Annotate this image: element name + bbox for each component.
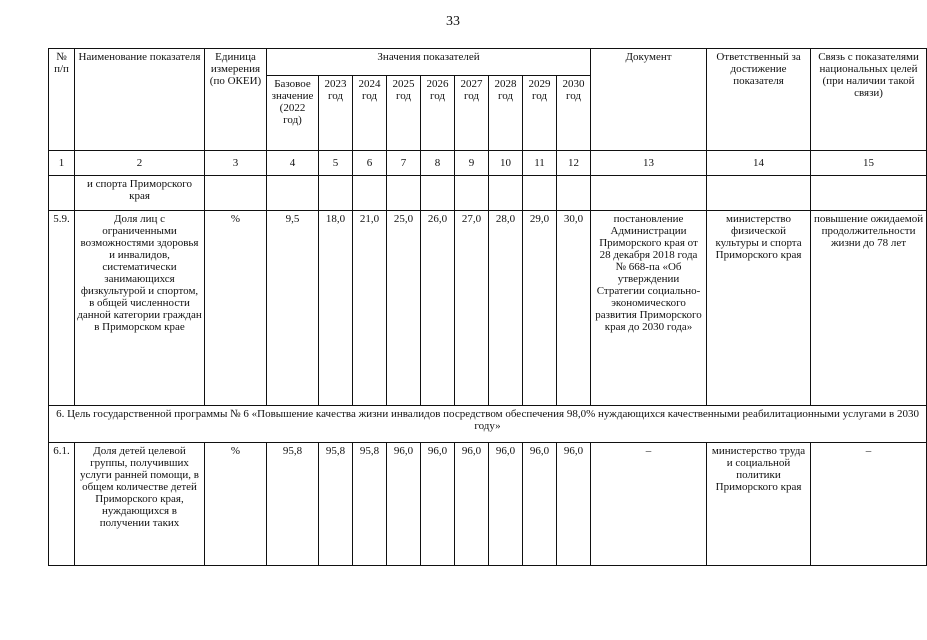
table-row-6-1 — [49, 443, 927, 566]
cell-empty — [557, 176, 591, 211]
year-value: 21,0 — [353, 211, 387, 406]
cell-empty — [489, 176, 523, 211]
cell-empty — [205, 176, 267, 211]
column-number: 14 — [707, 151, 811, 176]
header-row-1 — [49, 49, 927, 76]
row-number: 6.1. — [49, 443, 75, 566]
header-year: 2026 год — [421, 76, 455, 151]
row-number: 5.9. — [49, 211, 75, 406]
national-goal-link-cell: повышение ожидаемой продолжительности жизни до 78 лет — [811, 211, 927, 406]
year-value: 25,0 — [387, 211, 421, 406]
cell-empty — [353, 176, 387, 211]
header-year: 2029 год — [523, 76, 557, 151]
column-number: 15 — [811, 151, 927, 176]
column-number: 13 — [591, 151, 707, 176]
base-value: 9,5 — [267, 211, 319, 406]
column-number: 2 — [75, 151, 205, 176]
indicator-name: Доля лиц с ограниченными возможностями здоровья и инвалидов, систематически занимающихся физкультурой и спортом, в общей численности данной категории граждан в Приморском крае — [75, 211, 205, 406]
base-value: 95,8 — [267, 443, 319, 566]
table-row-5-9 — [49, 211, 927, 406]
cell-empty — [707, 176, 811, 211]
cell-empty — [387, 176, 421, 211]
indicator-name: Доля детей целевой группы, получивших услуги ранней помощи, в общем количестве детей Приморского края, нуждающихся в получении таких — [75, 443, 205, 566]
year-value: 96,0 — [455, 443, 489, 566]
year-value: 29,0 — [523, 211, 557, 406]
year-value: 96,0 — [557, 443, 591, 566]
header-values-group: Значения показателей — [267, 49, 591, 76]
cell-empty — [267, 176, 319, 211]
header-unit: Единица измерения (по ОКЕИ) — [205, 49, 267, 151]
cell-empty — [455, 176, 489, 211]
year-value: 30,0 — [557, 211, 591, 406]
document-cell: – — [591, 443, 707, 566]
header-year: 2027 год — [455, 76, 489, 151]
year-value: 96,0 — [421, 443, 455, 566]
year-value: 96,0 — [523, 443, 557, 566]
year-value: 27,0 — [455, 211, 489, 406]
national-goal-link-cell: – — [811, 443, 927, 566]
document-cell: постановление Администрации Приморского края от 28 декабря 2018 года № 668-па «Об утверждении Стратегии социально-экономического развития Приморского края до 2030 года» — [591, 211, 707, 406]
year-value: 96,0 — [489, 443, 523, 566]
year-value: 96,0 — [387, 443, 421, 566]
cell-empty — [591, 176, 707, 211]
header-year: 2028 год — [489, 76, 523, 151]
column-number: 9 — [455, 151, 489, 176]
year-value: 95,8 — [353, 443, 387, 566]
page-number: 33 — [446, 14, 460, 29]
year-value: 95,8 — [319, 443, 353, 566]
header-base: Базовое значение (2022 год) — [267, 76, 319, 151]
header-year: 2030 год — [557, 76, 591, 151]
continuation-row — [49, 176, 927, 211]
goal-row — [49, 406, 927, 443]
header-year: 2024 год — [353, 76, 387, 151]
column-number: 3 — [205, 151, 267, 176]
column-number: 11 — [523, 151, 557, 176]
header-link: Связь с показателями национальных целей (при наличии такой связи) — [811, 49, 927, 151]
cell-empty — [319, 176, 353, 211]
column-number: 8 — [421, 151, 455, 176]
column-number: 6 — [353, 151, 387, 176]
indicator-name-continuation: и спорта Приморского края — [75, 176, 205, 211]
column-number: 12 — [557, 151, 591, 176]
indicators-table — [48, 48, 927, 566]
header-responsible: Ответственный за достижение показателя — [707, 49, 811, 151]
unit-cell: % — [205, 211, 267, 406]
header-num: № п/п — [49, 49, 75, 151]
column-number: 10 — [489, 151, 523, 176]
column-number: 7 — [387, 151, 421, 176]
header-document: Документ — [591, 49, 707, 151]
column-number: 4 — [267, 151, 319, 176]
cell-empty — [811, 176, 927, 211]
header-year: 2025 год — [387, 76, 421, 151]
responsible-cell: министерство физической культуры и спорта Приморского края — [707, 211, 811, 406]
program-goal-heading: 6. Цель государственной программы № 6 «Повышение качества жизни инвалидов посредством обеспечения 98,0% нуждающихся качественными реабилитационными услугами в 2030 году» — [49, 406, 927, 443]
column-number: 5 — [319, 151, 353, 176]
cell-empty — [421, 176, 455, 211]
year-value: 18,0 — [319, 211, 353, 406]
cell-empty — [49, 176, 75, 211]
cell-empty — [523, 176, 557, 211]
responsible-cell: министерство труда и социальной политики Приморского края — [707, 443, 811, 566]
year-value: 28,0 — [489, 211, 523, 406]
header-name: Наименование показателя — [75, 49, 205, 151]
column-number: 1 — [49, 151, 75, 176]
column-numbers-row — [49, 151, 927, 176]
year-value: 26,0 — [421, 211, 455, 406]
unit-cell: % — [205, 443, 267, 566]
header-year: 2023 год — [319, 76, 353, 151]
